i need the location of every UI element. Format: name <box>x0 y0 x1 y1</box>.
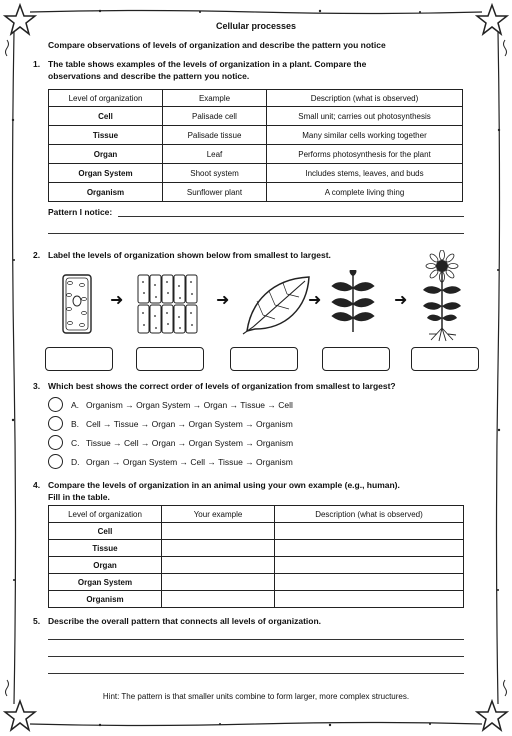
table-header: Your example <box>162 506 275 523</box>
radio-circle[interactable] <box>48 454 63 469</box>
star-icon <box>3 3 37 37</box>
table-cell: Organism <box>49 591 162 608</box>
animal-levels-table <box>48 505 464 608</box>
answer-cell[interactable] <box>162 574 275 591</box>
question-number: 3. <box>33 381 41 391</box>
leaf-illustration <box>241 273 313 335</box>
question-3 <box>33 380 396 392</box>
table-header: Description (what is observed) <box>267 90 463 107</box>
arrow-icon: ➜ <box>110 292 124 309</box>
table-cell: Organ System <box>49 164 163 183</box>
question-text: observations and describe the pattern you notice. <box>48 71 250 81</box>
table-row <box>49 126 463 145</box>
radio-circle[interactable] <box>48 397 63 412</box>
option-letter: B. <box>71 418 80 429</box>
table-cell: Tissue <box>49 126 163 145</box>
option-letter: C. <box>71 437 80 448</box>
question-number: 4. <box>33 480 41 490</box>
table-cell: Shoot system <box>163 164 267 183</box>
table-row <box>49 574 464 591</box>
answer-cell[interactable] <box>275 523 464 540</box>
question-text: The table shows examples of the levels of organization in a plant. Compare the <box>48 59 367 69</box>
answer-line[interactable] <box>48 233 464 234</box>
page-title: Cellular processes <box>215 21 297 31</box>
sunflower-illustration <box>417 250 467 342</box>
arrow-icon: ➜ <box>394 292 408 309</box>
radio-circle[interactable] <box>48 435 63 450</box>
option-a[interactable] <box>48 397 293 412</box>
page-subtitle: Compare observations of levels of organization and describe the pattern you notice <box>48 40 386 50</box>
answer-cell[interactable] <box>162 540 275 557</box>
answer-cell[interactable] <box>275 591 464 608</box>
question-4 <box>33 479 400 503</box>
question-5 <box>33 615 321 627</box>
answer-line[interactable] <box>48 639 464 640</box>
option-text: Tissue → Cell → Organ → Organ System → Organism <box>86 437 294 448</box>
question-text: Which best shows the correct order of levels of organization from smallest to largest? <box>48 381 396 391</box>
question-text: Label the levels of organization shown below from smallest to largest. <box>48 250 331 260</box>
table-cell: Sunflower plant <box>163 183 267 202</box>
shoot-illustration <box>328 270 378 334</box>
option-text: Cell → Tissue → Organ → Organ System → Organism <box>86 418 293 429</box>
table-cell: Performs photosynthesis for the plant <box>267 145 463 164</box>
table-header: Level of organization <box>49 90 163 107</box>
table-cell: Tissue <box>49 540 162 557</box>
option-letter: D. <box>71 456 80 467</box>
question-text: Compare the levels of organization in an animal using your own example (e.g., human). <box>48 480 400 490</box>
answer-cell[interactable] <box>275 574 464 591</box>
table-row <box>49 145 463 164</box>
star-icon <box>3 699 37 733</box>
answer-cell[interactable] <box>162 557 275 574</box>
question-2 <box>33 249 331 261</box>
option-text: Organ → Organ System → Cell → Tissue → Organism <box>86 456 293 467</box>
table-row <box>49 557 464 574</box>
answer-line[interactable] <box>48 673 464 674</box>
table-cell: Cell <box>49 523 162 540</box>
table-row <box>49 164 463 183</box>
tissue-illustration <box>136 273 200 335</box>
answer-line[interactable] <box>48 656 464 657</box>
option-b[interactable] <box>48 416 293 431</box>
option-c[interactable] <box>48 435 293 450</box>
pattern-label: Pattern I notice: <box>48 207 113 217</box>
table-row <box>49 591 464 608</box>
table-cell: Leaf <box>163 145 267 164</box>
table-row <box>49 183 463 202</box>
table-cell: Palisade tissue <box>163 126 267 145</box>
radio-circle[interactable] <box>48 416 63 431</box>
answer-line[interactable] <box>118 216 464 217</box>
table-cell: A complete living thing <box>267 183 463 202</box>
table-header: Example <box>163 90 267 107</box>
hint-text: Hint: The pattern is that smaller units combine to form larger, more complex structures. <box>102 692 410 701</box>
option-letter: A. <box>71 399 80 410</box>
table-cell: Organism <box>49 183 163 202</box>
star-icon <box>475 3 509 37</box>
question-text: Describe the overall pattern that connects all levels of organization. <box>48 616 322 626</box>
label-box[interactable] <box>322 347 390 371</box>
question-1 <box>33 58 366 82</box>
answer-cell[interactable] <box>275 557 464 574</box>
table-row <box>49 540 464 557</box>
answer-cell[interactable] <box>162 523 275 540</box>
question-number: 5. <box>33 616 41 626</box>
table-cell: Includes stems, leaves, and buds <box>267 164 463 183</box>
table-cell: Small unit; carries out photosynthesis <box>267 107 463 126</box>
label-box[interactable] <box>230 347 298 371</box>
question-text: Fill in the table. <box>48 492 110 502</box>
table-cell: Many similar cells working together <box>267 126 463 145</box>
table-header: Level of organization <box>49 506 162 523</box>
label-box[interactable] <box>411 347 479 371</box>
arrow-icon: ➜ <box>308 292 322 309</box>
star-icon <box>475 699 509 733</box>
table-header: Description (what is observed) <box>275 506 464 523</box>
table-cell: Organ <box>49 145 163 164</box>
table-row <box>49 107 463 126</box>
question-number: 1. <box>33 59 41 69</box>
option-d[interactable] <box>48 454 293 469</box>
answer-cell[interactable] <box>275 540 464 557</box>
option-text: Organism → Organ System → Organ → Tissue → Cell <box>86 399 293 410</box>
arrow-icon: ➜ <box>216 292 230 309</box>
label-box[interactable] <box>45 347 113 371</box>
cell-illustration <box>60 273 94 335</box>
table-cell: Cell <box>49 107 163 126</box>
plant-levels-table <box>48 89 463 202</box>
table-row <box>49 523 464 540</box>
table-cell: Organ <box>49 557 162 574</box>
label-box[interactable] <box>136 347 204 371</box>
answer-cell[interactable] <box>162 591 275 608</box>
table-cell: Palisade cell <box>163 107 267 126</box>
table-cell: Organ System <box>49 574 162 591</box>
question-number: 2. <box>33 250 41 260</box>
